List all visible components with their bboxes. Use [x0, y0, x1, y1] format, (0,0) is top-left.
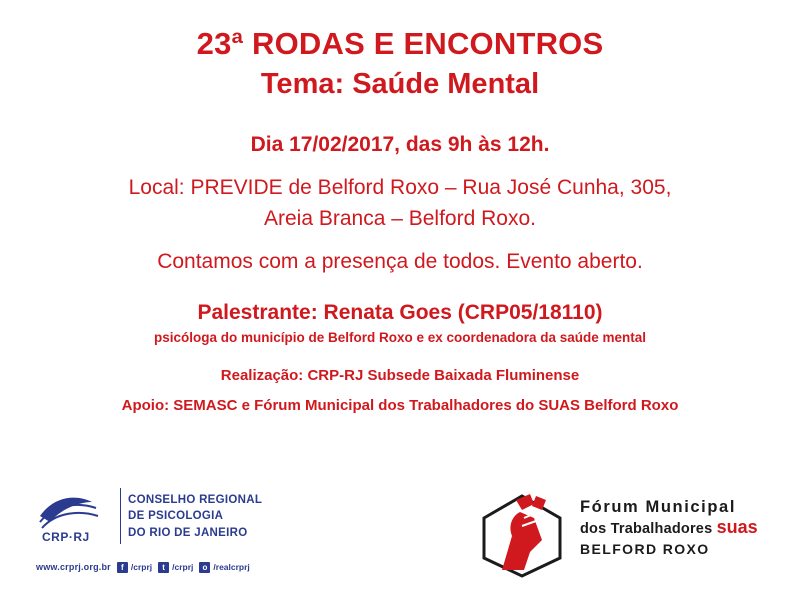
organizer-line: Realização: CRP-RJ Subsede Baixada Fluminense — [220, 367, 580, 385]
forum-line-1: Fórum Municipal — [580, 498, 736, 516]
raised-fist-icon — [472, 484, 572, 580]
instagram-icon: o — [199, 562, 210, 573]
twitter-social — [158, 562, 193, 573]
facebook-social — [117, 562, 152, 573]
crp-rj-logo — [36, 486, 296, 582]
event-location-line-1: Local: PREVIDE de Belford Roxo – Rua José Cunha, 305, — [128, 176, 672, 200]
forum-municipal-text — [580, 498, 770, 557]
crp-rj-name — [128, 492, 262, 541]
title-block — [30, 26, 770, 103]
crp-rj-name-line-3: DO RIO DE JANEIRO — [128, 526, 248, 539]
speaker-description: psicóloga do município de Belford Roxo e ex coordenadora da saúde mental — [153, 330, 647, 346]
forum-municipal-logo — [472, 480, 772, 584]
attendance-note: Contamos com a presença de todos. Evento aberto. — [157, 250, 643, 274]
support-line: Apoio: SEMASC e Fórum Municipal dos Trabalhadores do SUAS Belford Roxo — [121, 397, 679, 415]
event-date: Dia 17/02/2017, das 9h às 12h. — [250, 133, 550, 157]
logo-divider — [120, 488, 121, 544]
forum-line-2 — [580, 517, 770, 538]
twitter-icon: t — [158, 562, 169, 573]
event-location-line-2: Areia Branca – Belford Roxo. — [264, 206, 536, 230]
poster-subtitle: Tema: Saúde Mental — [260, 67, 540, 100]
twitter-handle: /crprj — [172, 562, 194, 572]
poster-title: 23ª RODAS E ENCONTROS — [196, 26, 604, 61]
crp-rj-footer — [36, 558, 296, 576]
speaker-name: Palestrante: Renata Goes (CRP05/18110) — [197, 301, 603, 325]
crp-rj-name-line-2: DE PSICOLOGIA — [128, 510, 224, 523]
crp-rj-name-line-1: CONSELHO REGIONAL — [128, 494, 263, 506]
instagram-social — [199, 562, 249, 573]
facebook-icon: f — [117, 562, 128, 573]
website-text: www.crprj.org.br — [36, 562, 111, 572]
facebook-handle: /crprj — [130, 562, 153, 572]
forum-suas-highlight: suas — [716, 517, 758, 537]
forum-line-2-prefix: dos Trabalhadores — [580, 521, 717, 537]
forum-line-3: BELFORD ROXO — [580, 541, 710, 557]
logo-row — [0, 480, 800, 590]
crp-rj-label: CRP·RJ — [42, 530, 90, 544]
event-location — [30, 173, 770, 234]
instagram-handle: /realcrprj — [213, 562, 250, 572]
